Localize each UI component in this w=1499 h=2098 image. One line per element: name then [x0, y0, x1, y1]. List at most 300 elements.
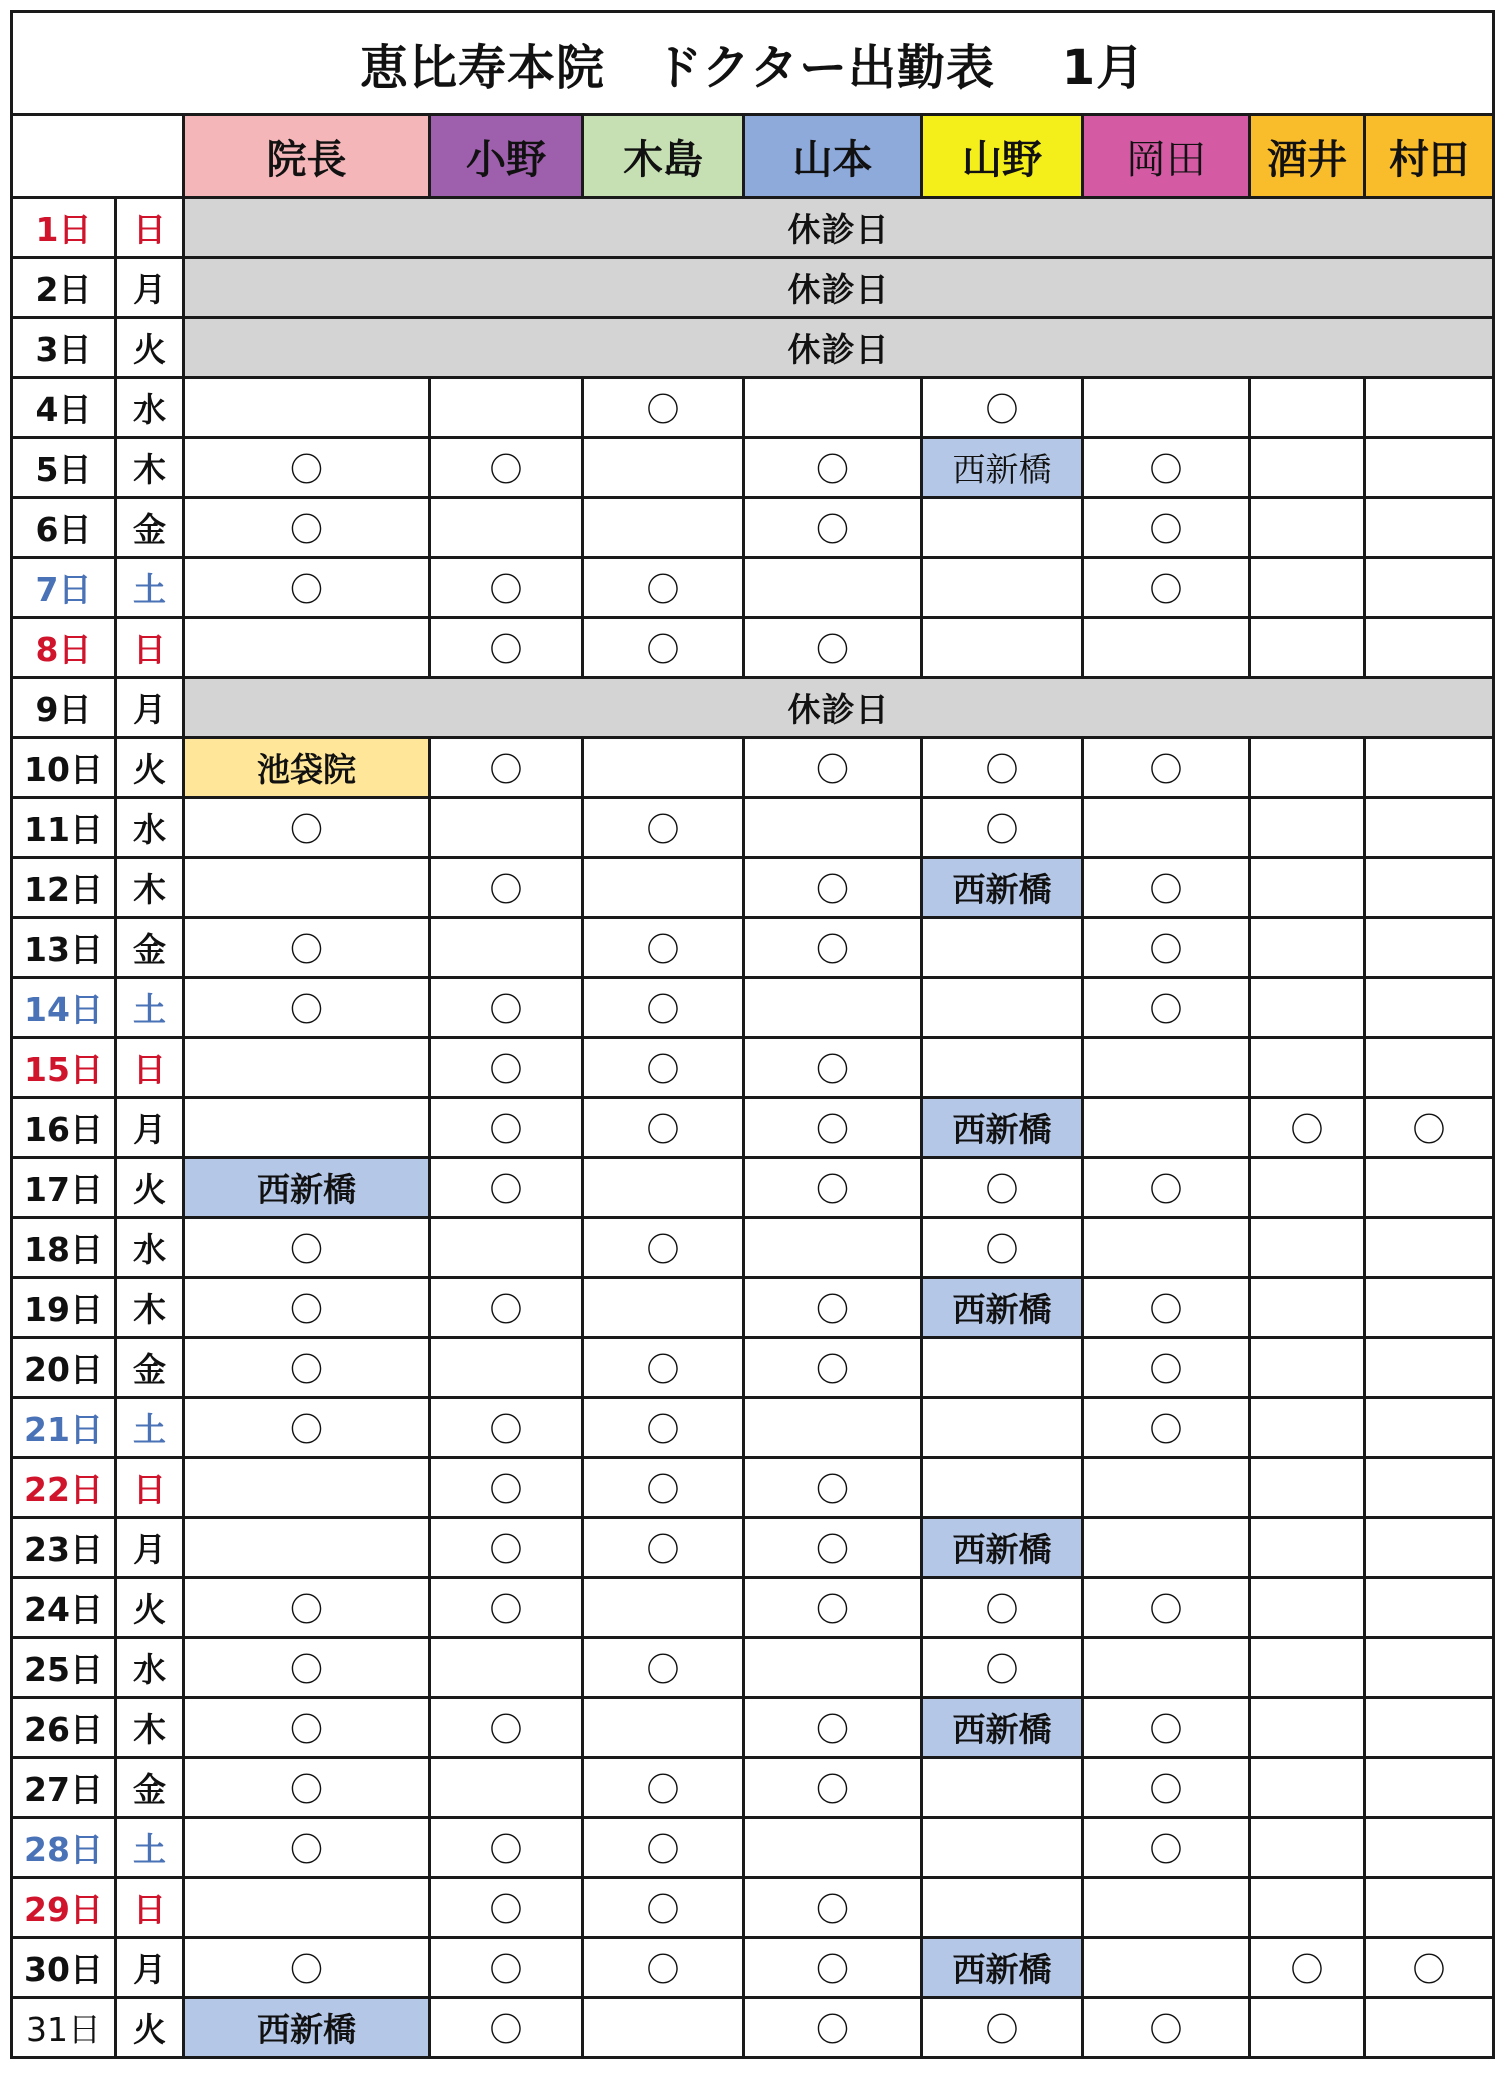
empty-cell	[1365, 1878, 1494, 1938]
day-date: 31日	[12, 1998, 116, 2058]
attendance-mark: 〇	[1083, 1338, 1250, 1398]
day-date: 12日	[12, 858, 116, 918]
branch-assignment: 西新橋	[922, 1278, 1083, 1338]
closed-day-cell: 休診日	[184, 318, 1494, 378]
attendance-mark: 〇	[430, 858, 583, 918]
attendance-mark: 〇	[922, 1638, 1083, 1698]
day-weekday: 金	[116, 1338, 184, 1398]
attendance-mark: 〇	[430, 1578, 583, 1638]
empty-cell	[1083, 1518, 1250, 1578]
attendance-mark: 〇	[744, 1158, 922, 1218]
empty-cell	[1365, 1458, 1494, 1518]
empty-cell	[922, 558, 1083, 618]
day-date: 27日	[12, 1758, 116, 1818]
empty-cell	[184, 1038, 430, 1098]
day-weekday: 火	[116, 1578, 184, 1638]
day-date: 10日	[12, 738, 116, 798]
attendance-mark: 〇	[1083, 1398, 1250, 1458]
empty-cell	[1083, 798, 1250, 858]
empty-cell	[922, 1878, 1083, 1938]
day-date: 7日	[12, 558, 116, 618]
day-row	[12, 318, 1494, 378]
attendance-mark: 〇	[184, 1698, 430, 1758]
day-weekday: 土	[116, 1818, 184, 1878]
empty-cell	[184, 1518, 430, 1578]
attendance-mark: 〇	[1083, 1998, 1250, 2058]
day-row	[12, 1338, 1494, 1398]
attendance-mark: 〇	[1083, 558, 1250, 618]
day-row	[12, 1458, 1494, 1518]
attendance-mark: 〇	[744, 1758, 922, 1818]
day-date: 2日	[12, 258, 116, 318]
empty-cell	[184, 378, 430, 438]
closed-day-cell: 休診日	[184, 678, 1494, 738]
attendance-mark: 〇	[583, 618, 744, 678]
empty-cell	[583, 1698, 744, 1758]
attendance-mark: 〇	[583, 378, 744, 438]
day-date: 20日	[12, 1338, 116, 1398]
empty-cell	[1365, 1758, 1494, 1818]
attendance-mark: 〇	[583, 1878, 744, 1938]
day-weekday: 金	[116, 1758, 184, 1818]
empty-cell	[744, 378, 922, 438]
attendance-mark: 〇	[1250, 1098, 1365, 1158]
attendance-mark: 〇	[922, 1158, 1083, 1218]
day-row	[12, 1698, 1494, 1758]
attendance-mark: 〇	[744, 1938, 922, 1998]
doctor-header-8: 村田	[1365, 115, 1494, 198]
header-corner	[12, 115, 184, 198]
day-weekday: 月	[116, 1098, 184, 1158]
empty-cell	[430, 1758, 583, 1818]
day-weekday: 火	[116, 318, 184, 378]
attendance-mark: 〇	[1083, 858, 1250, 918]
attendance-mark: 〇	[184, 438, 430, 498]
empty-cell	[1250, 438, 1365, 498]
doctor-header-1: 院長	[184, 115, 430, 198]
branch-assignment: 西新橋	[922, 1098, 1083, 1158]
attendance-mark: 〇	[583, 558, 744, 618]
branch-assignment: 西新橋	[922, 1938, 1083, 1998]
day-date: 17日	[12, 1158, 116, 1218]
empty-cell	[1250, 378, 1365, 438]
day-row	[12, 258, 1494, 318]
attendance-mark: 〇	[430, 1518, 583, 1578]
attendance-mark: 〇	[430, 1938, 583, 1998]
day-row	[12, 1938, 1494, 1998]
empty-cell	[184, 618, 430, 678]
attendance-mark: 〇	[922, 1998, 1083, 2058]
attendance-mark: 〇	[1083, 1278, 1250, 1338]
empty-cell	[744, 1638, 922, 1698]
attendance-mark: 〇	[744, 1458, 922, 1518]
attendance-mark: 〇	[184, 798, 430, 858]
day-row	[12, 1218, 1494, 1278]
empty-cell	[1365, 1278, 1494, 1338]
attendance-mark: 〇	[583, 1758, 744, 1818]
empty-cell	[430, 798, 583, 858]
attendance-mark: 〇	[1083, 1818, 1250, 1878]
empty-cell	[583, 438, 744, 498]
empty-cell	[1250, 1818, 1365, 1878]
attendance-mark: 〇	[1365, 1098, 1494, 1158]
day-weekday: 水	[116, 378, 184, 438]
day-weekday: 水	[116, 798, 184, 858]
day-date: 3日	[12, 318, 116, 378]
empty-cell	[583, 498, 744, 558]
empty-cell	[583, 1578, 744, 1638]
day-row	[12, 1398, 1494, 1458]
day-row	[12, 978, 1494, 1038]
day-date: 15日	[12, 1038, 116, 1098]
attendance-mark: 〇	[583, 1818, 744, 1878]
attendance-mark: 〇	[1083, 1698, 1250, 1758]
day-row	[12, 498, 1494, 558]
attendance-mark: 〇	[430, 558, 583, 618]
empty-cell	[1250, 1278, 1365, 1338]
empty-cell	[1365, 1818, 1494, 1878]
empty-cell	[1365, 738, 1494, 798]
empty-cell	[922, 1758, 1083, 1818]
day-row	[12, 1758, 1494, 1818]
empty-cell	[1365, 1218, 1494, 1278]
empty-cell	[1083, 1638, 1250, 1698]
attendance-mark: 〇	[744, 1698, 922, 1758]
empty-cell	[922, 498, 1083, 558]
header-row	[12, 115, 1494, 198]
empty-cell	[184, 1098, 430, 1158]
attendance-mark: 〇	[1250, 1938, 1365, 1998]
attendance-mark: 〇	[430, 1458, 583, 1518]
branch-assignment: 西新橋	[184, 1158, 430, 1218]
empty-cell	[1083, 1878, 1250, 1938]
attendance-mark: 〇	[583, 1038, 744, 1098]
empty-cell	[922, 1818, 1083, 1878]
attendance-mark: 〇	[184, 558, 430, 618]
attendance-mark: 〇	[1365, 1938, 1494, 1998]
empty-cell	[1250, 1758, 1365, 1818]
day-row	[12, 1818, 1494, 1878]
day-date: 26日	[12, 1698, 116, 1758]
empty-cell	[1083, 1038, 1250, 1098]
attendance-mark: 〇	[922, 1578, 1083, 1638]
empty-cell	[1365, 1038, 1494, 1098]
empty-cell	[1083, 1458, 1250, 1518]
attendance-mark: 〇	[583, 798, 744, 858]
attendance-mark: 〇	[922, 798, 1083, 858]
empty-cell	[1250, 1338, 1365, 1398]
day-weekday: 月	[116, 1518, 184, 1578]
attendance-mark: 〇	[1083, 918, 1250, 978]
empty-cell	[744, 1818, 922, 1878]
day-row	[12, 438, 1494, 498]
day-row	[12, 618, 1494, 678]
attendance-mark: 〇	[430, 1398, 583, 1458]
attendance-mark: 〇	[744, 618, 922, 678]
attendance-mark: 〇	[1083, 1578, 1250, 1638]
attendance-mark: 〇	[184, 1638, 430, 1698]
attendance-mark: 〇	[744, 1578, 922, 1638]
day-date: 4日	[12, 378, 116, 438]
attendance-mark: 〇	[184, 1578, 430, 1638]
empty-cell	[1083, 1098, 1250, 1158]
attendance-mark: 〇	[744, 738, 922, 798]
attendance-mark: 〇	[430, 1998, 583, 2058]
empty-cell	[1250, 1518, 1365, 1578]
schedule-sheet	[10, 10, 1492, 2088]
empty-cell	[1365, 1158, 1494, 1218]
day-weekday: 火	[116, 738, 184, 798]
day-date: 29日	[12, 1878, 116, 1938]
empty-cell	[1250, 1878, 1365, 1938]
day-row	[12, 798, 1494, 858]
day-date: 23日	[12, 1518, 116, 1578]
empty-cell	[1365, 1998, 1494, 2058]
attendance-mark: 〇	[744, 1278, 922, 1338]
empty-cell	[1365, 1518, 1494, 1578]
day-weekday: 水	[116, 1218, 184, 1278]
empty-cell	[744, 1218, 922, 1278]
attendance-mark: 〇	[744, 918, 922, 978]
attendance-mark: 〇	[184, 1338, 430, 1398]
attendance-mark: 〇	[583, 1338, 744, 1398]
day-row	[12, 1638, 1494, 1698]
empty-cell	[1250, 1698, 1365, 1758]
day-date: 30日	[12, 1938, 116, 1998]
empty-cell	[430, 918, 583, 978]
empty-cell	[1250, 1158, 1365, 1218]
empty-cell	[922, 918, 1083, 978]
attendance-mark: 〇	[744, 1518, 922, 1578]
branch-assignment: 西新橋	[922, 1698, 1083, 1758]
empty-cell	[922, 1038, 1083, 1098]
day-date: 8日	[12, 618, 116, 678]
day-weekday: 日	[116, 618, 184, 678]
empty-cell	[1250, 1218, 1365, 1278]
doctor-header-2: 小野	[430, 115, 583, 198]
page-title: 恵比寿本院 ドクター出勤表 1月	[12, 12, 1494, 115]
empty-cell	[744, 558, 922, 618]
attendance-mark: 〇	[1083, 1758, 1250, 1818]
day-row	[12, 1578, 1494, 1638]
empty-cell	[1250, 1458, 1365, 1518]
day-weekday: 土	[116, 558, 184, 618]
empty-cell	[922, 1338, 1083, 1398]
branch-assignment: 西新橋	[184, 1998, 430, 2058]
empty-cell	[1250, 978, 1365, 1038]
day-row	[12, 1998, 1494, 2058]
attendance-mark: 〇	[744, 1038, 922, 1098]
attendance-mark: 〇	[184, 1758, 430, 1818]
empty-cell	[1365, 1638, 1494, 1698]
day-row	[12, 198, 1494, 258]
attendance-mark: 〇	[1083, 438, 1250, 498]
day-weekday: 木	[116, 858, 184, 918]
day-weekday: 木	[116, 1278, 184, 1338]
empty-cell	[1250, 858, 1365, 918]
day-weekday: 水	[116, 1638, 184, 1698]
attendance-mark: 〇	[583, 978, 744, 1038]
empty-cell	[1083, 378, 1250, 438]
doctor-header-5: 山野	[922, 115, 1083, 198]
day-date: 24日	[12, 1578, 116, 1638]
day-row	[12, 558, 1494, 618]
attendance-mark: 〇	[430, 1098, 583, 1158]
empty-cell	[1365, 1338, 1494, 1398]
attendance-mark: 〇	[430, 738, 583, 798]
day-weekday: 土	[116, 978, 184, 1038]
empty-cell	[1250, 798, 1365, 858]
doctor-header-6: 岡田	[1083, 115, 1250, 198]
empty-cell	[1365, 438, 1494, 498]
attendance-mark: 〇	[430, 618, 583, 678]
empty-cell	[1365, 918, 1494, 978]
day-row	[12, 678, 1494, 738]
attendance-mark: 〇	[184, 1218, 430, 1278]
empty-cell	[1083, 1938, 1250, 1998]
empty-cell	[430, 498, 583, 558]
attendance-mark: 〇	[430, 1698, 583, 1758]
attendance-mark: 〇	[922, 1218, 1083, 1278]
attendance-mark: 〇	[744, 1998, 922, 2058]
attendance-mark: 〇	[583, 1398, 744, 1458]
attendance-mark: 〇	[744, 858, 922, 918]
attendance-mark: 〇	[1083, 978, 1250, 1038]
attendance-mark: 〇	[744, 1098, 922, 1158]
attendance-mark: 〇	[430, 1278, 583, 1338]
attendance-mark: 〇	[430, 1818, 583, 1878]
empty-cell	[1250, 738, 1365, 798]
empty-cell	[1365, 618, 1494, 678]
day-weekday: 土	[116, 1398, 184, 1458]
empty-cell	[1250, 1578, 1365, 1638]
attendance-mark: 〇	[430, 438, 583, 498]
day-date: 21日	[12, 1398, 116, 1458]
day-weekday: 月	[116, 258, 184, 318]
attendance-mark: 〇	[744, 1338, 922, 1398]
day-date: 28日	[12, 1818, 116, 1878]
day-date: 19日	[12, 1278, 116, 1338]
empty-cell	[583, 858, 744, 918]
branch-assignment: 西新橋	[922, 858, 1083, 918]
day-row	[12, 1038, 1494, 1098]
day-date: 16日	[12, 1098, 116, 1158]
day-weekday: 火	[116, 1998, 184, 2058]
empty-cell	[744, 978, 922, 1038]
empty-cell	[1250, 618, 1365, 678]
empty-cell	[1250, 1998, 1365, 2058]
title-row	[12, 12, 1494, 115]
day-row	[12, 1098, 1494, 1158]
attendance-mark: 〇	[184, 1818, 430, 1878]
day-row	[12, 378, 1494, 438]
empty-cell	[583, 1158, 744, 1218]
day-date: 5日	[12, 438, 116, 498]
empty-cell	[1365, 978, 1494, 1038]
day-date: 22日	[12, 1458, 116, 1518]
attendance-mark: 〇	[744, 498, 922, 558]
empty-cell	[1250, 558, 1365, 618]
empty-cell	[1365, 1698, 1494, 1758]
empty-cell	[922, 1398, 1083, 1458]
day-row	[12, 1878, 1494, 1938]
attendance-mark: 〇	[184, 1278, 430, 1338]
doctor-header-7: 酒井	[1250, 115, 1365, 198]
empty-cell	[1365, 558, 1494, 618]
day-weekday: 金	[116, 918, 184, 978]
empty-cell	[583, 1998, 744, 2058]
attendance-mark: 〇	[583, 1218, 744, 1278]
attendance-mark: 〇	[430, 978, 583, 1038]
day-weekday: 日	[116, 198, 184, 258]
attendance-mark: 〇	[430, 1158, 583, 1218]
day-date: 6日	[12, 498, 116, 558]
attendance-mark: 〇	[744, 438, 922, 498]
day-weekday: 木	[116, 1698, 184, 1758]
attendance-mark: 〇	[430, 1878, 583, 1938]
attendance-mark: 〇	[744, 1878, 922, 1938]
attendance-mark: 〇	[583, 1518, 744, 1578]
doctor-schedule-table	[10, 10, 1495, 2059]
empty-cell	[922, 978, 1083, 1038]
attendance-mark: 〇	[184, 918, 430, 978]
day-row	[12, 918, 1494, 978]
attendance-mark: 〇	[583, 1098, 744, 1158]
day-date: 18日	[12, 1218, 116, 1278]
day-row	[12, 1278, 1494, 1338]
empty-cell	[1250, 1038, 1365, 1098]
empty-cell	[1365, 378, 1494, 438]
empty-cell	[1365, 1398, 1494, 1458]
day-weekday: 月	[116, 678, 184, 738]
day-date: 25日	[12, 1638, 116, 1698]
day-date: 13日	[12, 918, 116, 978]
empty-cell	[1250, 1398, 1365, 1458]
branch-assignment: 西新橋	[922, 1518, 1083, 1578]
day-weekday: 火	[116, 1158, 184, 1218]
attendance-mark: 〇	[583, 1938, 744, 1998]
empty-cell	[1083, 618, 1250, 678]
attendance-mark: 〇	[430, 1038, 583, 1098]
empty-cell	[1365, 498, 1494, 558]
attendance-mark: 〇	[1083, 1158, 1250, 1218]
attendance-mark: 〇	[583, 1458, 744, 1518]
attendance-mark: 〇	[922, 738, 1083, 798]
branch-assignment: 西新橋	[922, 438, 1083, 498]
day-weekday: 日	[116, 1458, 184, 1518]
attendance-mark: 〇	[1083, 498, 1250, 558]
branch-assignment: 池袋院	[184, 738, 430, 798]
empty-cell	[583, 738, 744, 798]
attendance-mark: 〇	[1083, 738, 1250, 798]
doctor-header-4: 山本	[744, 115, 922, 198]
empty-cell	[922, 618, 1083, 678]
empty-cell	[430, 1338, 583, 1398]
day-date: 14日	[12, 978, 116, 1038]
doctor-header-3: 木島	[583, 115, 744, 198]
day-weekday: 金	[116, 498, 184, 558]
day-row	[12, 1518, 1494, 1578]
attendance-mark: 〇	[184, 1398, 430, 1458]
attendance-mark: 〇	[583, 918, 744, 978]
empty-cell	[430, 1218, 583, 1278]
empty-cell	[184, 1458, 430, 1518]
closed-day-cell: 休診日	[184, 258, 1494, 318]
empty-cell	[430, 378, 583, 438]
closed-day-cell: 休診日	[184, 198, 1494, 258]
empty-cell	[1365, 798, 1494, 858]
empty-cell	[1250, 498, 1365, 558]
